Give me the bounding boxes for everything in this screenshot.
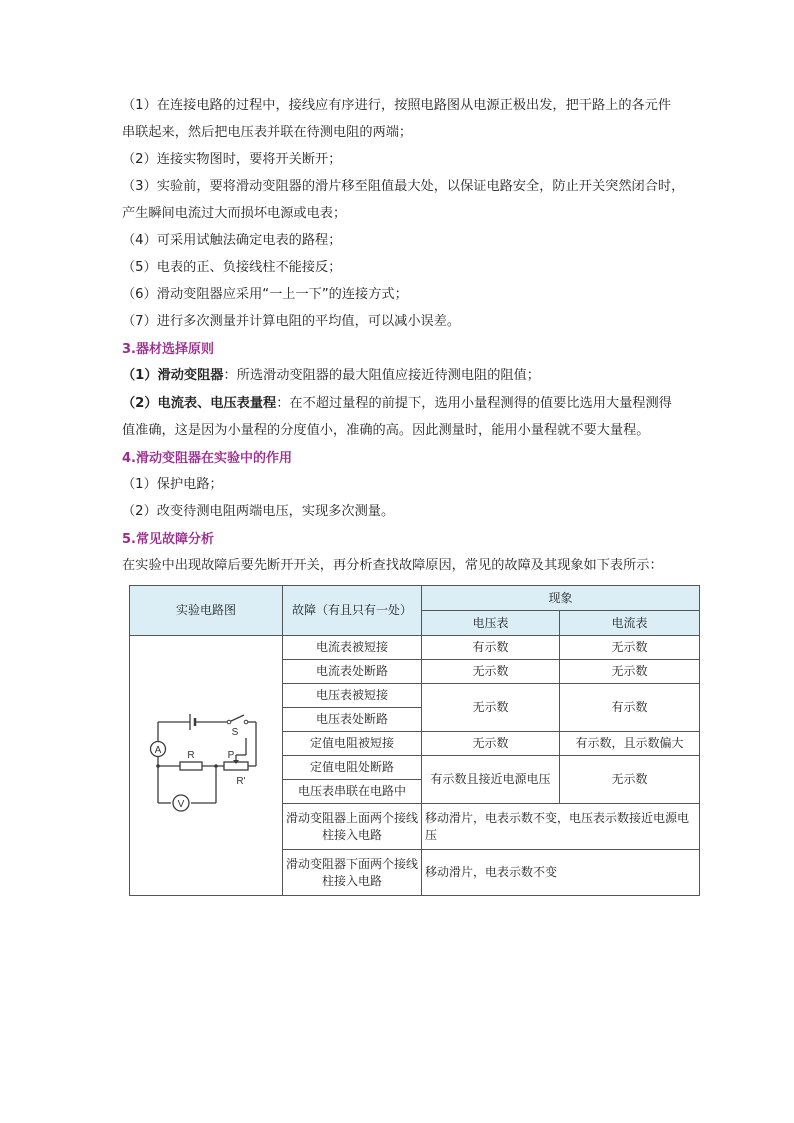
result-cell: 移动滑片，电表示数不变，电压表示数接近电源电压 — [422, 804, 700, 850]
rheostat-label: R' — [236, 776, 246, 787]
ammeter-cell: 有示数，且示数偏大 — [560, 732, 700, 756]
section-3-heading: 3.器材选择原则 — [122, 342, 214, 357]
note-3-cont: 产生瞬间电流过大而损坏电源或电表； — [122, 206, 347, 221]
ammeter-cell: 有示数 — [560, 684, 700, 732]
fault-cell: 电压表处断路 — [283, 708, 422, 732]
section-4-item-2: （2）改变待测电阻两端电压，实现多次测量。 — [122, 504, 395, 519]
section-3-item-2 — [122, 394, 672, 414]
voltmeter-label: V — [177, 799, 185, 810]
fault-cell: 电压表被短接 — [283, 684, 422, 708]
header-circuit: 实验电路图 — [130, 586, 283, 636]
ammeter-cell: 无示数 — [560, 660, 700, 684]
fault-cell: 电流表处断路 — [283, 660, 422, 684]
item-label: （2）电流表、电压表量程 — [122, 396, 277, 411]
voltmeter-cell: 无示数 — [422, 684, 560, 732]
item-text: ：在不超过量程的前提下，选用小量程测得的值要比选用大量程测得 — [276, 396, 672, 411]
switch-label: S — [231, 727, 239, 738]
ammeter-cell: 无示数 — [560, 756, 700, 804]
resistor-label: R — [187, 750, 195, 761]
voltmeter-cell: 无示数 — [422, 660, 560, 684]
fault-cell: 定值电阻处断路 — [283, 756, 422, 780]
note-1: （1）在连接电路的过程中，接线应有序进行，按照电路图从电源正极出发，把干路上的各元件 — [122, 98, 672, 113]
circuit-diagram-cell — [130, 636, 283, 896]
section-4-item-1: （1）保护电路； — [122, 477, 223, 492]
item-label: （1）滑动变阻器 — [122, 368, 224, 383]
header-voltmeter: 电压表 — [422, 611, 560, 636]
fault-cell: 滑动变阻器下面两个接线柱接入电路 — [283, 850, 422, 896]
ammeter-cell: 无示数 — [560, 636, 700, 660]
note-5: （5）电表的正、负接线柱不能接反； — [122, 260, 342, 275]
circuit-diagram — [146, 708, 266, 818]
result-cell: 移动滑片，电表示数不变 — [422, 850, 700, 896]
voltmeter-cell: 无示数 — [422, 732, 560, 756]
header-fault: 故障（有且只有一处） — [283, 586, 422, 636]
fault-table — [129, 585, 700, 896]
section-5-intro: 在实验中出现故障后要先断开开关，再分析查找故障原因，常见的故障及其现象如下表所示： — [122, 558, 663, 573]
item-text: ：所选滑动变阻器的最大阻值应接近待测电阻的阻值； — [223, 368, 540, 383]
section-5-heading: 5.常见故障分析 — [122, 532, 214, 547]
voltmeter-cell: 有示数且接近电源电压 — [422, 756, 560, 804]
header-phenomenon: 现象 — [422, 586, 700, 611]
slider-label: P — [227, 750, 235, 761]
section-3-item-1 — [122, 366, 540, 386]
header-ammeter: 电流表 — [560, 611, 700, 636]
voltmeter-cell: 有示数 — [422, 636, 560, 660]
note-6: （6）滑动变阻器应采用“一上一下”的连接方式； — [122, 287, 408, 302]
ammeter-label: A — [154, 745, 162, 756]
note-3: （3）实验前，要将滑动变阻器的滑片移至阻值最大处，以保证电路安全，防止开关突然闭合时， — [122, 179, 685, 194]
note-4: （4）可采用试触法确定电表的路程； — [122, 233, 342, 248]
note-1-cont: 串联起来，然后把电压表并联在待测电阻的两端； — [122, 125, 413, 140]
fault-cell: 电流表被短接 — [283, 636, 422, 660]
fault-cell: 定值电阻被短接 — [283, 732, 422, 756]
section-3-item-2-cont: 值准确，这是因为小量程的分度值小，准确的高。因此测量时，能用小量程就不要大量程。 — [122, 423, 650, 438]
note-7: （7）进行多次测量并计算电阻的平均值，可以减小误差。 — [122, 314, 461, 329]
fault-cell: 滑动变阻器上面两个接线柱接入电路 — [283, 804, 422, 850]
fault-cell: 电压表串联在电路中 — [283, 780, 422, 804]
note-2: （2）连接实物图时，要将开关断开； — [122, 152, 342, 167]
section-4-heading: 4.滑动变阻器在实验中的作用 — [122, 451, 292, 466]
